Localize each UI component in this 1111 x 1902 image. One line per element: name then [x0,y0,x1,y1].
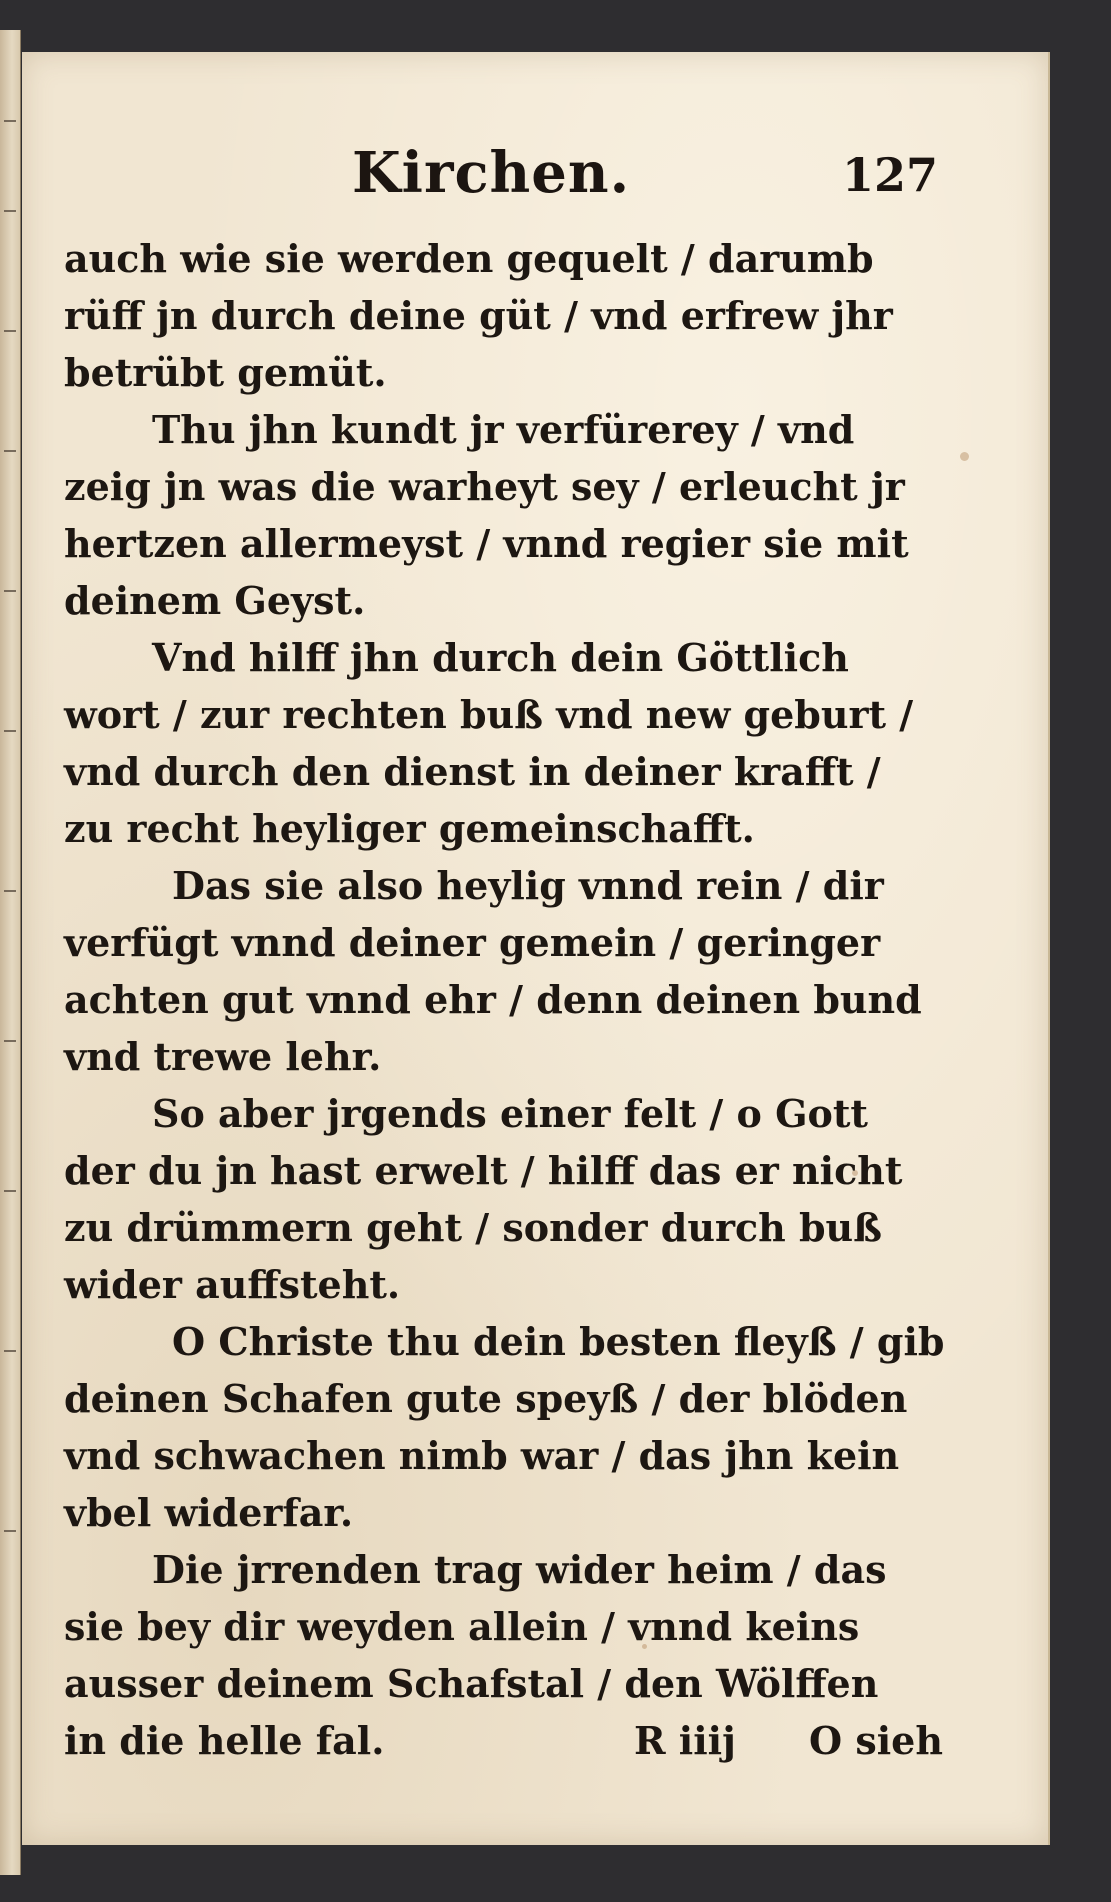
text-line: deinen Schafen gute speyß / der blöden [64,1376,908,1421]
final-text-line: in die helle fal. [64,1718,385,1763]
stanza-start-line: Vnd hilff jhn durch dein Göttlich [152,635,849,680]
stanza-start-line: Thu jhn kundt jr verfürerey / vnd [152,407,855,452]
text-line: vbel widerfar. [64,1490,354,1535]
text-line: verfügt vnnd deiner gemein / geringer [64,920,881,965]
edge-mark [4,890,16,892]
running-head [22,140,1048,220]
text-line: der du jn hast erwelt / hilff das er nicht [64,1148,903,1193]
text-line: rüff jn durch deine güt / vnd erfrew jhr [64,293,893,338]
edge-mark [4,1530,16,1532]
stanza-start-line: Die jrrenden trag wider heim / das [152,1547,887,1592]
text-line: sie bey dir weyden allein / vnnd keins [64,1604,860,1649]
edge-mark [4,1190,16,1192]
edge-mark [4,1350,16,1352]
edge-mark [4,210,16,212]
stanza-start-line: So aber jrgends einer felt / o Gott [152,1091,868,1136]
text-line: wider auffsteht. [64,1262,401,1307]
stanza-start-line: O Christe thu dein besten fleyß / gib [172,1319,945,1364]
edge-mark [4,450,16,452]
text-line: vnd schwachen nimb war / das jhn kein [64,1433,900,1478]
text-line: auch wie sie werden gequelt / darumb [64,236,874,281]
text-line: deinem Geyst. [64,578,366,623]
edge-mark [4,330,16,332]
edge-mark [4,1040,16,1042]
text-line: wort / zur rechten buß vnd new geburt / [64,692,914,737]
signature-mark: R iiij [634,1718,736,1763]
facing-page-edge [0,30,21,1875]
text-line: vnd durch den dienst in deiner krafft / [64,749,881,794]
book-page [22,52,1050,1845]
edge-mark [4,120,16,122]
text-line: ausser deinem Schafstal / den Wölffen [64,1661,879,1706]
text-line: zu drümmern geht / sonder durch buß [64,1205,883,1250]
page-number: 127 [842,148,939,202]
edge-mark [4,730,16,732]
text-line: hertzen allermeyst / vnnd regier sie mit [64,521,909,566]
text-line: betrübt gemüt. [64,350,387,395]
running-head-title: Kirchen. [352,140,631,206]
text-line: zeig jn was die warheyt sey / erleucht jr [64,464,905,509]
text-line: zu recht heyliger gemeinschafft. [64,806,755,851]
text-line: achten gut vnnd ehr / denn deinen bund [64,977,922,1022]
hymn-text [64,230,964,1769]
text-line: vnd trewe lehr. [64,1034,382,1079]
catchword: O sieh [809,1718,943,1763]
stanza-start-line: Das sie also heylig vnnd rein / dir [172,863,884,908]
final-line-row [64,1712,964,1769]
edge-mark [4,590,16,592]
